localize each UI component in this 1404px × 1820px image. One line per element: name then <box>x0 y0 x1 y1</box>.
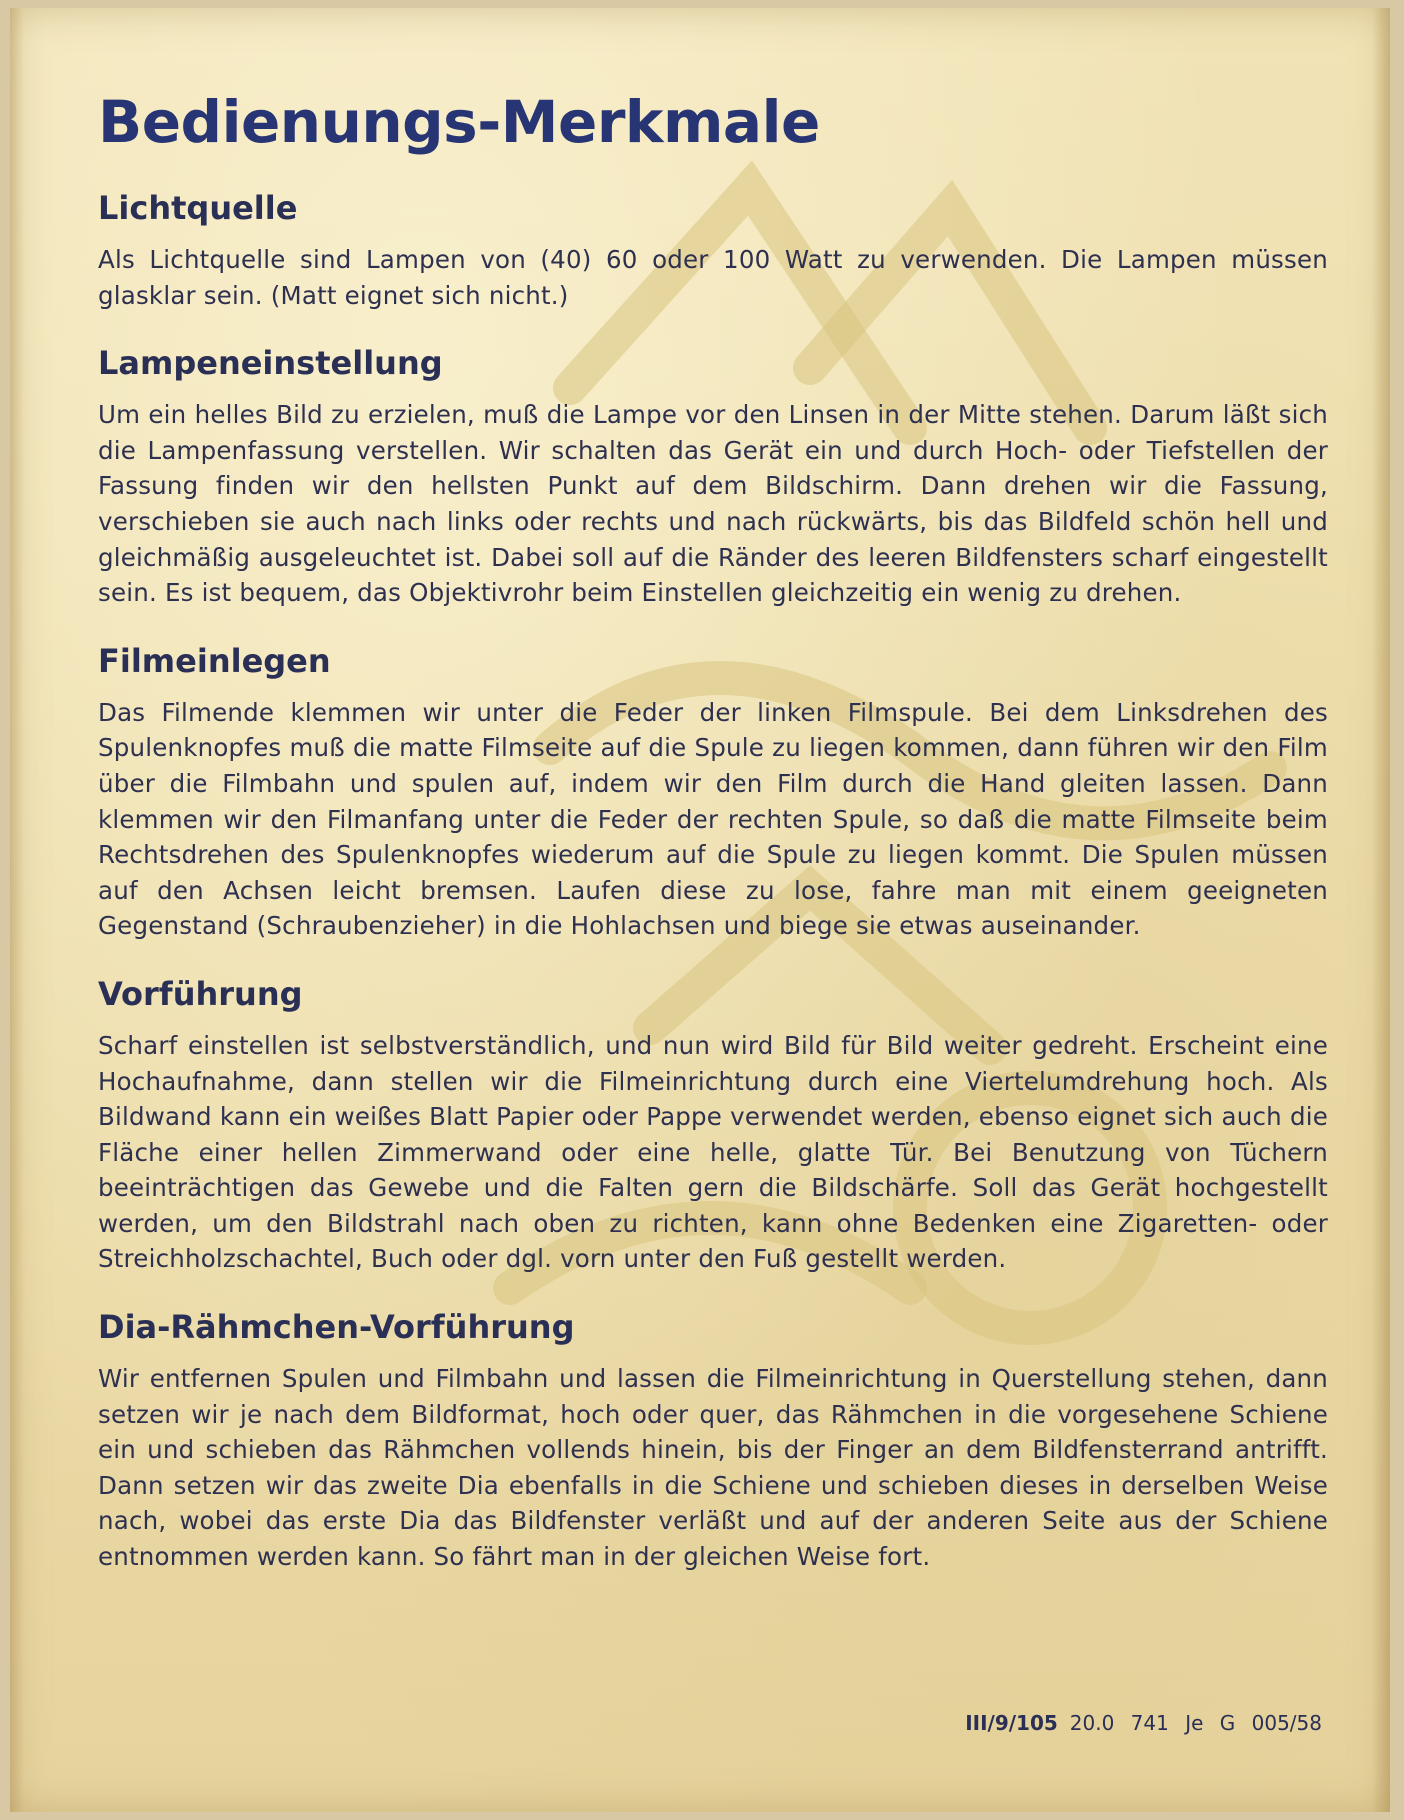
section-lichtquelle <box>98 188 1328 313</box>
section-body: Das Filmende klemmen wir unter die Feder der linken Filmspule. Bei dem Linksdrehen des Spulenknopfes muß die matte Filmseite auf die Spule zu liegen kommen, dann führen wir den Film über die Filmbahn und spulen auf, indem wir den Film durch die Hand gleiten lassen. Dann klemmen wir den Filmanfang unter die Feder der rechten Spule, so daß die matte Filmseite beim Rechtsdrehen des Spulenknopfes wiederum auf die Spule zu liegen kommt. Die Spulen müssen auf den Achsen leicht bremsen. Laufen diese zu lose, fahre man mit einem geeigneten Gegenstand (Schraubenzieher) in die Hohlachsen und biege sie etwas auseinander. <box>98 697 1328 941</box>
section-heading: Lampeneinstellung <box>98 344 443 383</box>
section-heading: Dia-Rähmchen-Vorführung <box>98 1308 575 1347</box>
section-lampeneinstellung <box>98 343 1328 611</box>
section-heading: Lichtquelle <box>98 189 298 227</box>
section-filmeinlegen <box>98 641 1328 944</box>
section-body: Scharf einstellen ist selbstverständlich, und nun wird Bild für Bild weiter gedreht. Erscheint eine Hochaufnahme, dann stellen wir die Filmeinrichtung durch eine Viertelumdrehung hoch. Als Bildwand kann ein weißes Blatt Papier oder Pappe verwendet werden, ebenso eignet sich auch die Fläche einer hellen Zimmerwand oder eine helle, glatte Tür. Bei Benutzung von Tüchern beeinträchtigen das Gewebe und die Falten gern die Bildschärfe. Soll das Gerät hochgestellt werden, um den Bildstrahl nach oben zu richten, kann ohne Bedenken eine Zigaretten- oder Streichholzschachtel, Buch oder dgl. vorn unter den Fuß gestellt werden. <box>98 1030 1328 1274</box>
section-body: Als Lichtquelle sind Lampen von (40) 60 oder 100 Watt zu verwenden. Die Lampen müssen glasklar sein. (Matt eignet sich nicht.) <box>98 245 1328 310</box>
footer-code: III/9/105 <box>965 1711 1058 1735</box>
section-dia-raehmchen-vorfuehrung <box>98 1307 1328 1575</box>
print-code-footer <box>965 1711 1322 1735</box>
document-content <box>98 84 1328 1605</box>
section-body: Wir entfernen Spulen und Filmbahn und lassen die Filmeinrichtung in Querstellung stehen, dann setzen wir je nach dem Bildformat, hoch oder quer, das Rähmchen in die vorgesehene Schiene ein und schieben das Rähmchen vollends hinein, bis der Finger an dem Bildfensterrand antrifft. Dann setzen wir das zweite Dia ebenfalls in die Schiene und schieben dieses in derselben Weise nach, wobei das erste Dia das Bildfenster verläßt und auf der anderen Seite aus der Schiene entnommen werden kann. So fährt man in der gleichen Weise fort. <box>98 1364 1328 1572</box>
footer-print-info: 20.0 741 Je G 005/58 <box>1069 1711 1322 1735</box>
page-title: Bedienungs-Merkmale <box>98 88 820 156</box>
section-heading: Vorführung <box>98 974 303 1013</box>
paper-edge-left <box>10 8 24 1812</box>
section-body: Um ein helles Bild zu erzielen, muß die Lampe vor den Linsen in der Mitte stehen. Darum läßt sich die Lampenfassung verstellen. Wir schalten das Gerät ein und durch Hoch- oder Tiefstellen der Fassung finden wir den hellsten Punkt auf dem Bildschirm. Dann drehen wir die Fassung, verschieben sie auch nach links oder rechts und nach rückwärts, bis das Bildfeld schön hell und gleichmäßig ausgeleuchtet ist. Dabei soll auf die Ränder des leeren Bildfensters scharf eingestellt sein. Es ist bequem, das Objektivrohr beim Einstellen gleichzeitig ein wenig zu drehen. <box>98 400 1328 608</box>
section-heading: Filmeinlegen <box>98 641 331 680</box>
paper-sheet <box>10 8 1390 1812</box>
section-vorfuehrung <box>98 974 1328 1277</box>
paper-edge-right <box>1372 8 1390 1812</box>
